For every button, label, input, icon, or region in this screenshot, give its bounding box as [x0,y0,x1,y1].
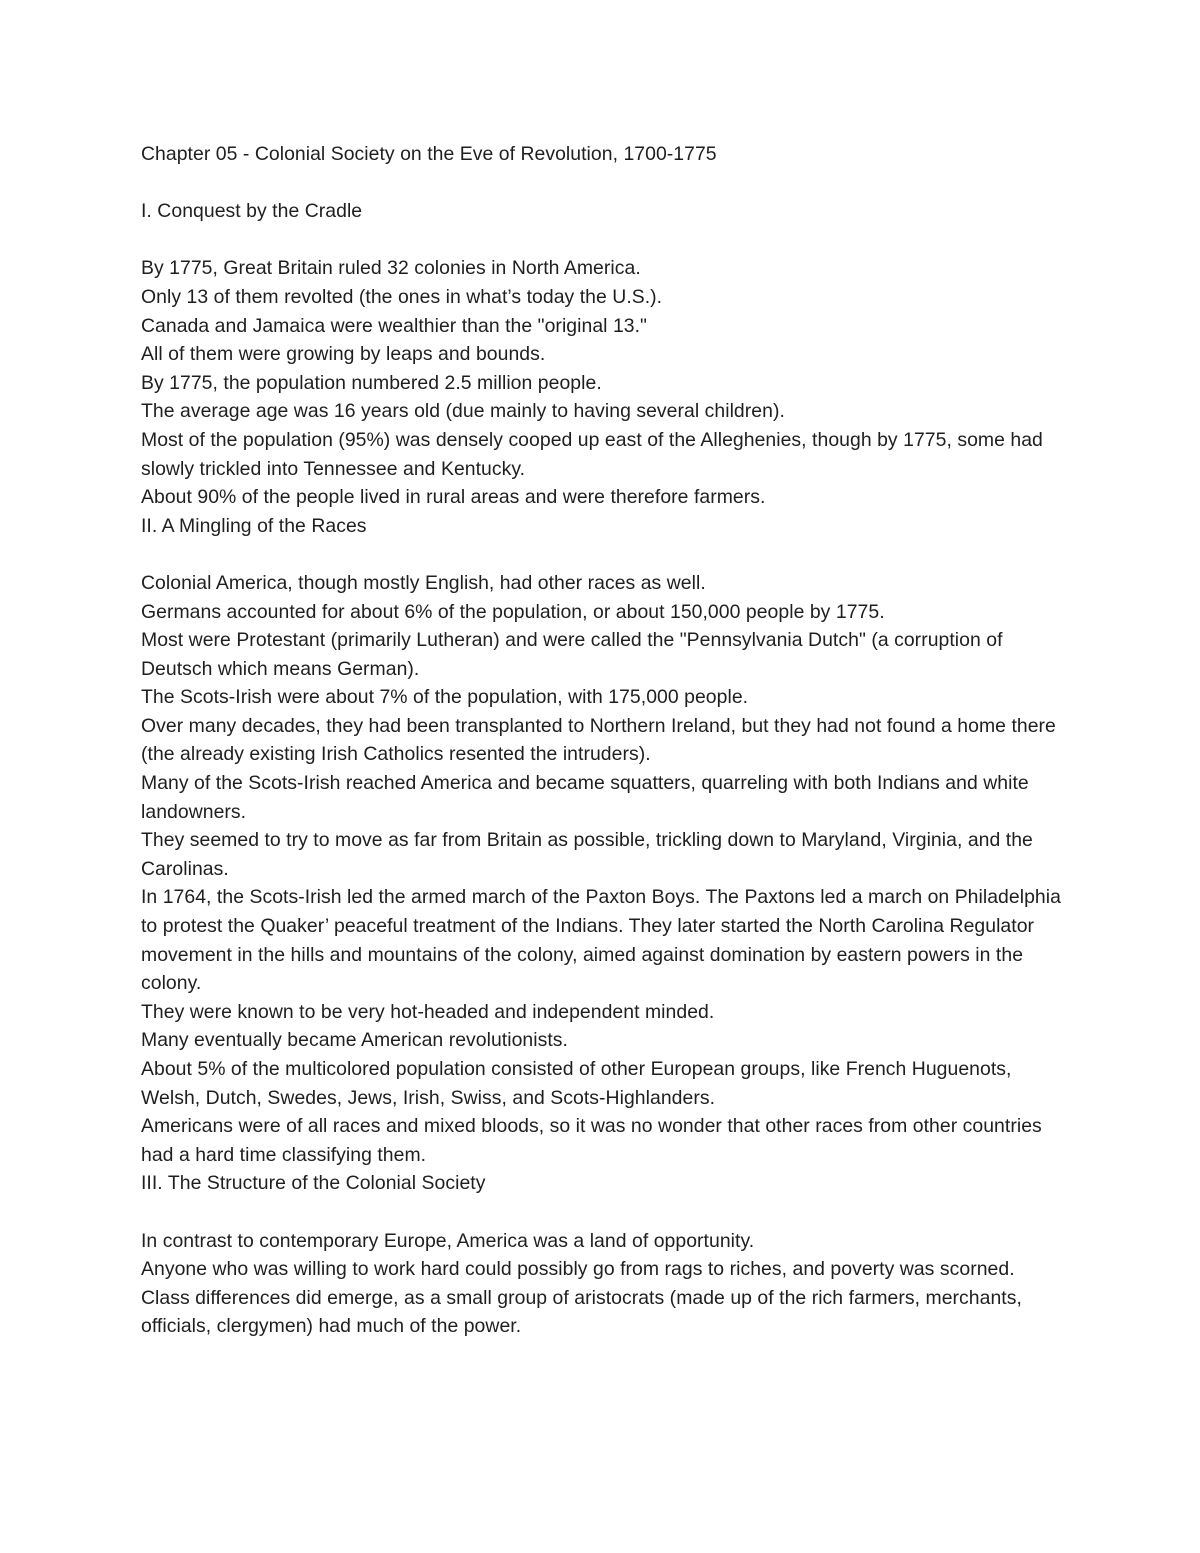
paragraph-line: Most were Protestant (primarily Lutheran) and were called the "Pennsylvania Dutch" (a corruption of Deutsch which means German). [141,629,1003,680]
paragraph-line: Class differences did emerge, as a small group of aristocrats (made up of the rich farmers, merchants, officials, clergymen) had much of the power. [141,1286,1022,1338]
paragraph-line: Only 13 of them revolted (the ones in what’s today the U.S.). [141,285,663,308]
paragraph-line: They seemed to try to move as far from Britain as possible, trickling down to Maryland, Virginia, and the Carolinas. [141,829,1033,880]
paragraph-line: Americans were of all races and mixed bloods, so it was no wonder that other races from other countries had a hard time classifying them. [141,1115,1042,1166]
paragraph-line: By 1775, the population numbered 2.5 million people. [141,371,602,394]
paragraph-line: The average age was 16 years old (due mainly to having several children). [141,400,785,423]
paragraph-line: They were known to be very hot-headed and independent minded. [141,1000,715,1023]
paragraph-line: Many eventually became American revolutionists. [141,1029,568,1052]
section-heading: I. Conquest by the Cradle [141,200,363,223]
document-title: Chapter 05 - Colonial Society on the Eve of Revolution, 1700-1775 [141,143,717,165]
paragraph-line: Colonial America, though mostly English, had other races as well. [141,571,706,594]
paragraph-line: The Scots-Irish were about 7% of the population, with 175,000 people. [141,686,749,709]
paragraph-line: By 1775, Great Britain ruled 32 colonies in North America. [141,257,641,280]
paragraph-line: Most of the population (95%) was densely cooped up east of the Alleghenies, though by 1775, some had slowly trickled into Tennessee and Kentucky. [141,428,1043,480]
paragraph-line: About 90% of the people lived in rural areas and were therefore farmers. [141,486,766,509]
paragraph-line: Canada and Jamaica were wealthier than the "original 13." [141,314,647,337]
spacer [141,540,1066,569]
paragraph-line: All of them were growing by leaps and bounds. [141,343,546,366]
paragraph-line: Over many decades, they had been transplanted to Northern Ireland, but they had not found a home there (the already existing Irish Catholics resented the intruders). [141,714,1056,766]
paragraph-line: In contrast to contemporary Europe, America was a land of opportunity. [141,1229,755,1252]
spacer [141,226,1066,255]
document-body [141,140,1066,1341]
spacer [141,1198,1066,1227]
paragraph-line: In 1764, the Scots-Irish led the armed march of the Paxton Boys. The Paxtons led a march on Philadelphia to protest the Quaker’ peaceful treatment of the Indians. They later started the North Carolina Regulator movement in the hills and mountains of the colony, aimed against domination by eastern powers in the colony. [141,886,1061,995]
paragraph-line: Many of the Scots-Irish reached America and became squatters, quarreling with both Indians and white landowners. [141,772,1029,823]
section-heading: III. The Structure of the Colonial Society [141,1172,486,1195]
paragraph-line: About 5% of the multicolored population consisted of other European groups, like French Huguenots, Welsh, Dutch, Swedes, Jews, Irish, Swiss, and Scots-Highlanders. [141,1058,1012,1109]
paragraph-line: Germans accounted for about 6% of the population, or about 150,000 people by 1775. [141,600,885,623]
paragraph-line: Anyone who was willing to work hard could possibly go from rags to riches, and poverty was scorned. [141,1258,1015,1281]
section-heading: II. A Mingling of the Races [141,514,367,537]
spacer [141,169,1066,198]
